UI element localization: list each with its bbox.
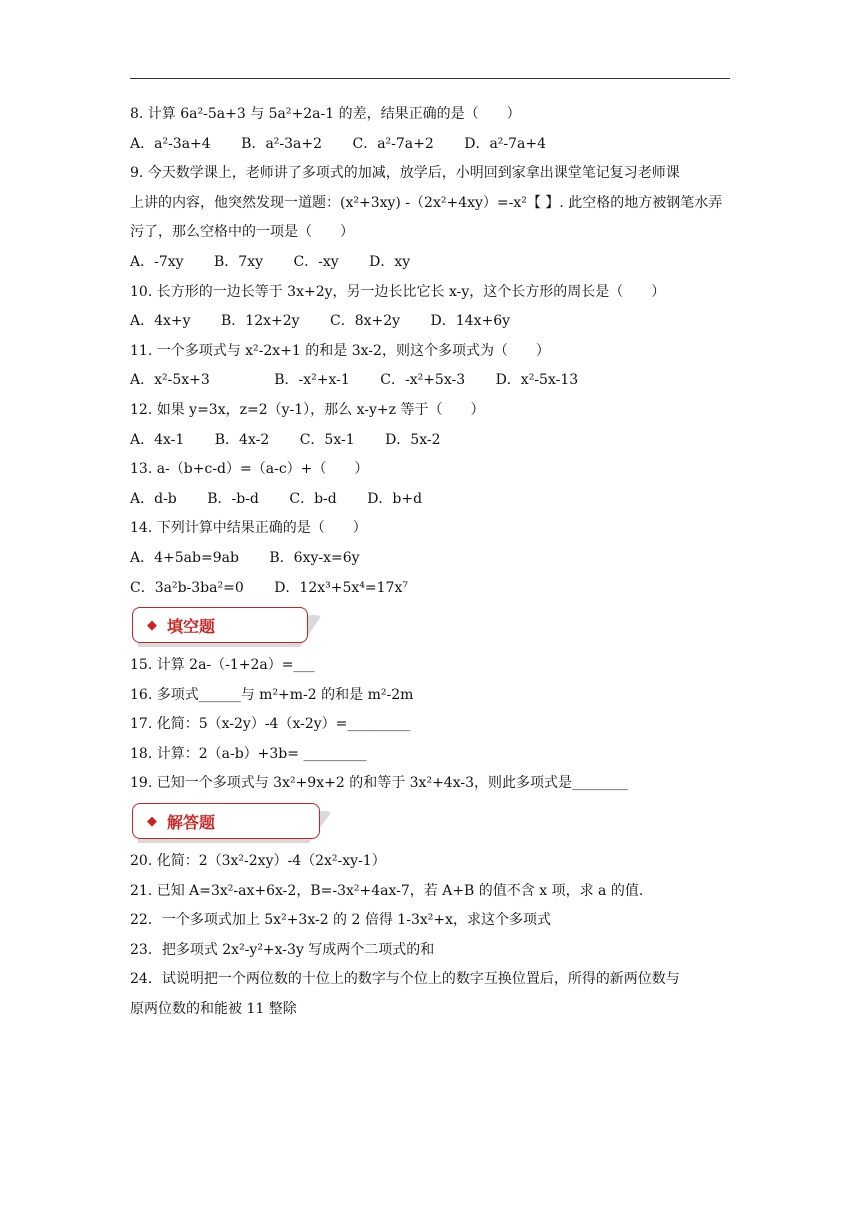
option-c: C．8x+2y [330, 313, 401, 330]
question-18: 18. 计算：2（a-b）+3b= _________ [130, 745, 367, 762]
section-title: 填空题 [167, 616, 216, 636]
option-d: D．a²-7a+4 [464, 135, 547, 152]
option-c: C．b-d [289, 490, 337, 507]
question-11-options [130, 366, 740, 396]
option-b: B．7xy [214, 253, 264, 270]
option-a: A．d-b [130, 490, 177, 507]
question-14-stem: 14. 下列计算中结果正确的是（ ） [130, 520, 367, 537]
question-17: 17. 化简：5（x-2y）-4（x-2y）=_________ [130, 716, 411, 733]
option-c: C．3a²b-3ba²=0 [130, 579, 244, 596]
question-10-stem: 10. 长方形的一边长等于 3x+2y，另一边长比它长 x-y，这个长方形的周长是（ ） [130, 283, 666, 300]
question-9-stem-line-3: 污了，那么空格中的一项是（ ） [130, 224, 354, 241]
question-11-stem: 11. 一个多项式与 x²-2x+1 的和是 3x-2，则这个多项式为（ ） [130, 342, 550, 359]
option-c: C．-x²+5x-3 [380, 372, 466, 389]
option-a: A．4+5ab=9ab [130, 549, 239, 566]
question-22: 22．一个多项式加上 5x²+3x-2 的 2 倍得 1-3x²+x，求这个多项式 [130, 912, 551, 929]
question-10-options [130, 307, 740, 337]
option-b: B．4x-2 [214, 431, 270, 448]
question-9-stem-line-1: 9. 今天数学课上，老师讲了多项式的加减，放学后，小明回到家拿出课堂笔记复习老师课 [130, 165, 680, 182]
option-d: D．14x+6y [430, 313, 511, 330]
option-a: A．4x-1 [130, 431, 185, 448]
section-header-answer [130, 803, 740, 841]
diamond-icon: ◆ [147, 813, 157, 829]
question-15: 15. 计算 2a-（-1+2a）=___ [130, 657, 315, 674]
diamond-icon: ◆ [147, 617, 157, 633]
question-21: 21. 已知 A=3x²-ax+6x-2，B=-3x²+4ax-7，若 A+B 的值不含 x 项，求 a 的值. [130, 882, 644, 899]
option-b: B．-x²+x-1 [274, 372, 350, 389]
question-8-options [130, 130, 740, 160]
option-d: D．x²-5x-13 [495, 372, 579, 389]
option-c: C．a²-7a+2 [352, 135, 434, 152]
question-24-line-1: 24．试说明把一个两位数的十位上的数字与个位上的数字互换位置后，所得的新两位数与 [130, 971, 680, 988]
question-19: 19. 已知一个多项式与 3x²+9x+2 的和等于 3x²+4x-3，则此多项式是________ [130, 775, 628, 792]
option-b: B．-b-d [207, 490, 259, 507]
question-14-options-row-1 [130, 544, 740, 574]
section-title: 解答题 [167, 812, 216, 832]
question-23: 23．把多项式 2x²-y²+x-3y 写成两个二项式的和 [130, 941, 435, 958]
section-title-box [132, 803, 320, 839]
option-d: D．12x³+5x⁴=17x⁷ [274, 579, 408, 596]
question-16: 16. 多项式______与 m²+m-2 的和是 m²-2m [130, 686, 414, 703]
worksheet-content [130, 100, 740, 1025]
question-9-stem-line-2: 上讲的内容，他突然发现一道题：(x²+3xy) -（2x²+4xy）=-x²【 】. 此空格的地方被钢笔水弄 [130, 194, 723, 211]
question-20: 20. 化简：2（3x²-2xy）-4（2x²-xy-1） [130, 853, 386, 870]
option-a: A．a²-3a+4 [130, 135, 211, 152]
header-rule [130, 78, 730, 79]
question-24-line-2: 原两位数的和能被 11 整除 [130, 1001, 297, 1018]
option-a: A．x²-5x+3 [130, 372, 210, 389]
option-b: B．6xy-x=6y [269, 549, 360, 566]
option-a: A．-7xy [130, 253, 184, 270]
question-14-options-row-2 [130, 574, 740, 604]
option-d: D．xy [369, 253, 411, 270]
question-12-options [130, 426, 740, 456]
option-b: B．12x+2y [221, 313, 300, 330]
section-header-fill [130, 607, 740, 645]
question-13-options [130, 485, 740, 515]
question-13-stem: 13. a-（b+c-d）=（a-c）+（ ） [130, 461, 369, 478]
option-d: D．b+d [367, 490, 423, 507]
question-9-options [130, 248, 740, 278]
option-c: C．-xy [293, 253, 339, 270]
option-c: C．5x-1 [299, 431, 355, 448]
option-d: D．5x-2 [385, 431, 441, 448]
option-a: A．4x+y [130, 313, 191, 330]
question-12-stem: 12. 如果 y=3x，z=2（y-1），那么 x-y+z 等于（ ） [130, 401, 485, 418]
option-b: B．a²-3a+2 [241, 135, 323, 152]
question-8-stem: 8. 计算 6a²-5a+3 与 5a²+2a-1 的差，结果正确的是（ ） [130, 106, 521, 122]
section-title-box [132, 607, 308, 643]
